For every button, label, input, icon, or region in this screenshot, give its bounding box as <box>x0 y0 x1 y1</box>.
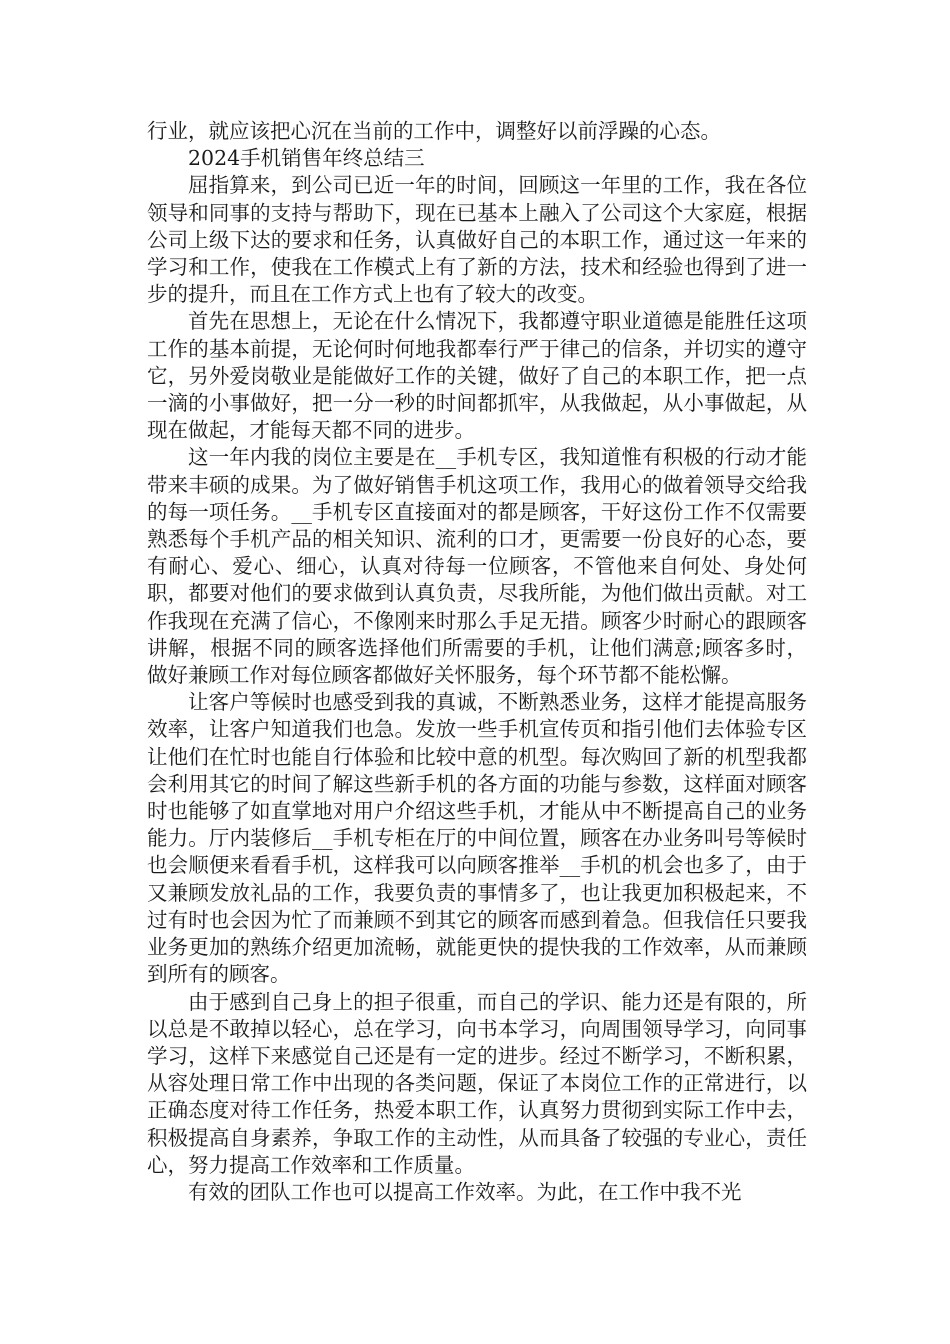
section-title: 2024手机销售年终总结三 <box>188 146 425 171</box>
document-page <box>147 118 807 1206</box>
lead-paragraph: 行业，就应该把心沉在当前的工作中，调整好以前浮躁的心态。 <box>147 119 721 143</box>
body-paragraph-6: 有效的团队工作也可以提高工作效率。为此，在工作中我不光 <box>188 1179 742 1204</box>
body-paragraph-1: 屈指算来，到公司已近一年的时间，回顾这一年里的工作，我在各位领导和同事的支持与帮助下，现在已基本上融入了公司这个大家庭，根据公司上级下达的要求和任务，认真做好自己的本职工作，通过这一年来的学习和工作，使我在工作模式上有了新的方法，技术和经验也得到了进一步的提升，而且在工作方式上也有了较大的改变。 <box>147 173 807 307</box>
body-paragraph-4: 让客户等候时也感受到我的真诚，不断熟悉业务，这样才能提高服务效率，让客户知道我们也急。发放一些手机宣传页和指引他们去体验专区让他们在忙时也能自行体验和比较中意的机型。每次购回了新的机型我都会利用其它的时间了解这些新手机的各方面的功能与参数，这样面对顾客时也能够了如直掌地对用户介绍这些手机，才能从中不断提高自己的业务能力。厅内装修后__手机专柜在厅的中间位置，顾客在办业务叫号等候时也会顺便来看看手机，这样我可以向顾客推举__手机的机会也多了，由于又兼顾发放礼品的工作，我要负责的事情多了，也让我更加积极起来，不过有时也会因为忙了而兼顾不到其它的顾客而感到着急。但我信任只要我业务更加的熟练介绍更加流畅，就能更快的提快我的工作效率，从而兼顾到所有的顾客。 <box>147 690 807 987</box>
body-paragraph-3: 这一年内我的岗位主要是在__手机专区，我知道惟有积极的行动才能带来丰硕的成果。为了做好销售手机这项工作，我用心的做着领导交给我的每一项任务。__手机专区直接面对的都是顾客，干好这份工作不仅需要熟悉每个手机产品的相关知识、流利的口才，更需要一份良好的心态，要有耐心、爱心、细心，认真对待每一位顾客，不管他来自何处、身处何职，都要对他们的要求做到认真负责，尽我所能，为他们做出贡献。对工作我现在充满了信心，不像刚来时那么手足无措。顾客少时耐心的跟顾客讲解，根据不同的顾客选择他们所需要的手机，让他们满意;顾客多时，做好兼顾工作对每位顾客都做好关怀服务，每个环节都不能松懈。 <box>147 445 807 688</box>
body-paragraph-2: 首先在思想上，无论在什么情况下，我都遵守职业道德是能胜任这项工作的基本前提，无论何时何地我都奉行严于律己的信条，并切实的遵守它，另外爱岗敬业是能做好工作的关键，做好了自己的本职工作，把一点一滴的小事做好，把一分一秒的时间都抓牢，从我做起，从小事做起，从现在做起，才能每天都不同的进步。 <box>147 309 807 443</box>
body-paragraph-5: 由于感到自己身上的担子很重，而自己的学识、能力还是有限的，所以总是不敢掉以轻心，总在学习，向书本学习，向周围领导学习，向同事学习，这样下来感觉自己还是有一定的进步。经过不断学习，不断积累，从容处理日常工作中出现的各类问题，保证了本岗位工作的正常进行，以正确态度对待工作任务，热爱本职工作，认真努力贯彻到实际工作中去，积极提高自身素养，争取工作的主动性，从而具备了较强的专业心，责任心，努力提高工作效率和工作质量。 <box>147 989 807 1177</box>
